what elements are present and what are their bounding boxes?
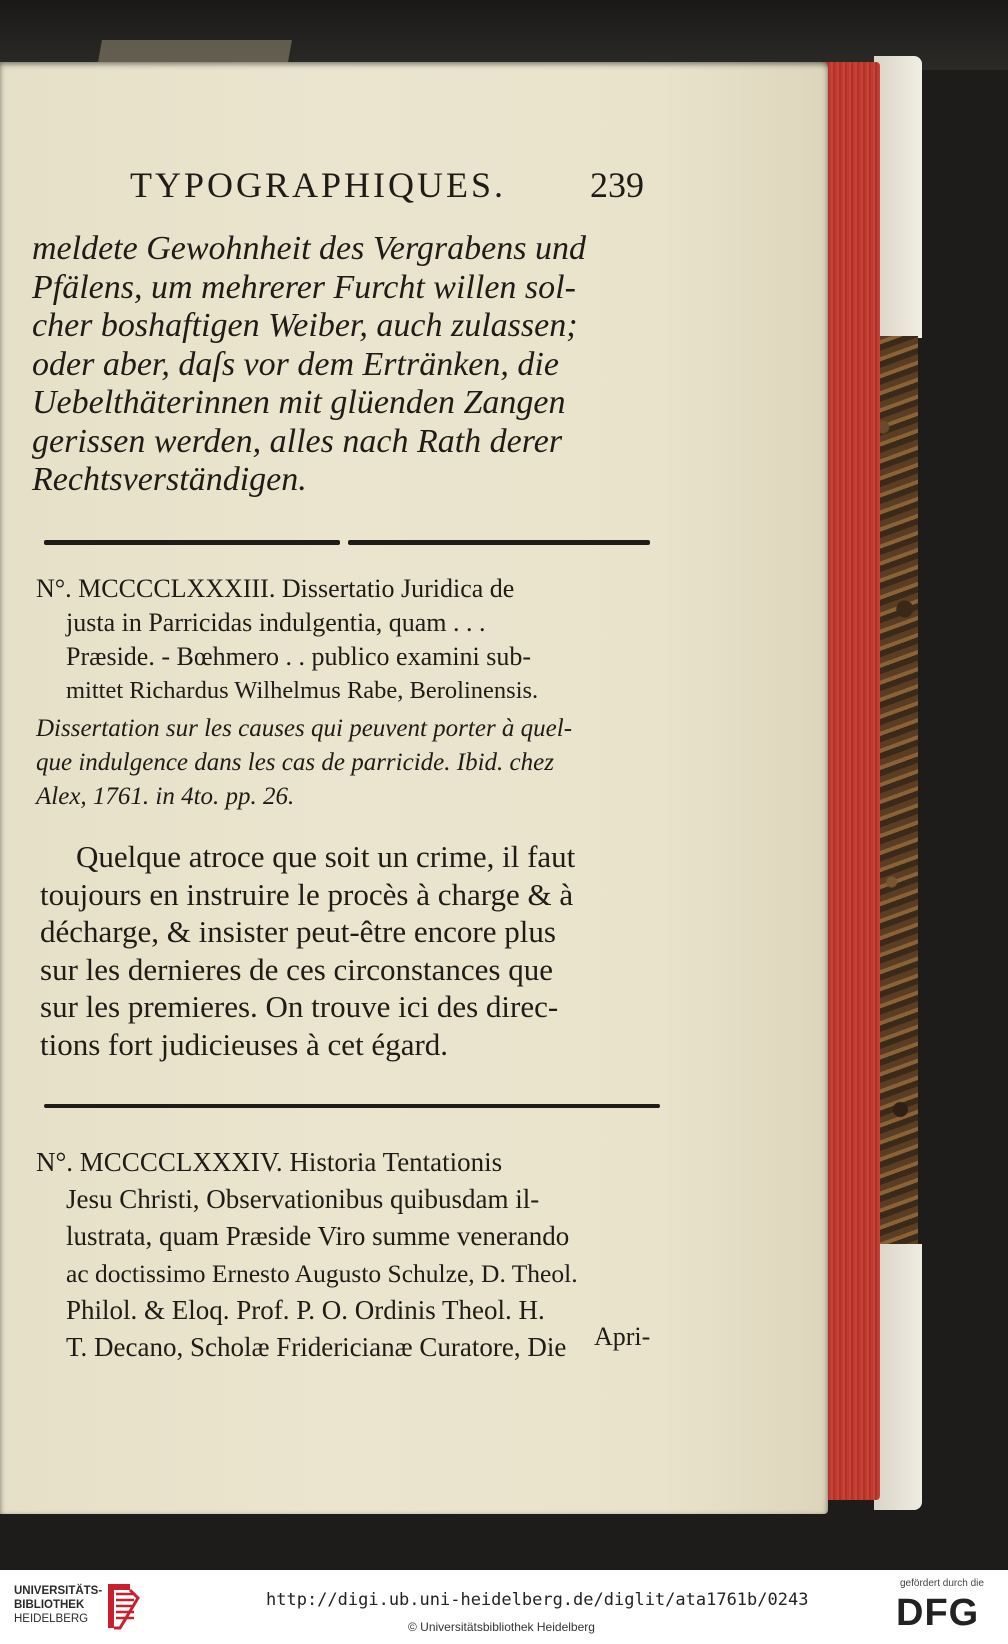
book-cover-lower [874, 1244, 922, 1510]
library-name-line: HEIDELBERG [14, 1613, 89, 1625]
funder-note: gefördert durch die [900, 1578, 984, 1589]
library-name-line: UNIVERSITÄTS- [14, 1585, 103, 1597]
entry-line: Jesu Christi, Observationibus quibusdam il- [66, 1184, 540, 1214]
entry-line: lustrata, quam Præside Viro summe venerando [66, 1221, 570, 1251]
running-head: TYPOGRAPHIQUES. [130, 165, 507, 205]
catalog-entry-1484 [36, 1144, 666, 1366]
german-passage [32, 230, 662, 500]
page-number: 239 [590, 165, 644, 205]
entry-line: Alex, 1761. in 4to. pp. 26. [36, 783, 295, 810]
entry-line: N°. MCCCCLXXXIV. Historia Tentationis [36, 1147, 503, 1177]
text-line: gerissen werden, alles nach Rath derer [32, 422, 563, 460]
catalog-entry-1483 [36, 572, 666, 708]
book-cover-upper [874, 56, 922, 338]
entry-line: N°. MCCCCLXXXIII. Dissertatio Juridica de [36, 574, 515, 603]
permalink-url[interactable]: http://digi.ub.uni-heidelberg.de/diglit/ata1761b/0243 [266, 1590, 809, 1610]
divider-rule-right [348, 540, 650, 545]
red-page-edges [824, 62, 880, 1500]
entry-line: que indulgence dans les cas de parricide. Ibid. chez [36, 749, 554, 776]
paragraph-line: sur les dernieres de ces circonstances que [40, 951, 553, 987]
entry-line: Præside. - Bœhmero . . publico examini sub- [66, 642, 532, 671]
entry-line: Dissertation sur les causes qui peuvent porter à quel- [36, 715, 573, 742]
entry-line: ac doctissimo Ernesto Augusto Schulze, D. Theol. [66, 1259, 578, 1288]
paragraph-line: toujours en instruire le procès à charge & à [40, 876, 574, 912]
entry-line: T. Decano, Scholæ Fridericianæ Curatore, Die [66, 1332, 567, 1362]
library-name [14, 1584, 102, 1626]
copyright-notice: © Universitätsbibliothek Heidelberg [408, 1620, 595, 1634]
library-name-line: BIBLIOTHEK [14, 1599, 85, 1611]
paragraph-line: sur les premieres. On trouve ici des direc- [40, 989, 559, 1024]
text-line: meldete Gewohnheit des Vergrabens und [32, 230, 586, 267]
text-line: Uebelthäterinnen mit glüenden Zangen [32, 384, 566, 421]
text-line: oder aber, daſs vor dem Ertränken, die [32, 345, 559, 383]
divider-rule-left [44, 540, 340, 545]
torn-paper-edge [98, 40, 292, 62]
library-logo-icon [100, 1580, 140, 1632]
paragraph-line: Quelque atroce que soit un crime, il faut [76, 839, 576, 874]
entry-line: justa in Parricidas indulgentia, quam . . . [66, 608, 486, 637]
french-translation [36, 712, 666, 814]
text-line: Rechtsverständigen. [32, 461, 307, 498]
entry-line: mittet Richardus Wilhelmus Rabe, Berolinensis. [66, 677, 539, 704]
divider-rule [44, 1104, 660, 1108]
paragraph-line: décharge, & insister peut-être encore plus [40, 914, 556, 949]
text-line: cher boshaftigen Weiber, auch zulassen; [32, 307, 578, 344]
dfg-logo: DFG [896, 1592, 980, 1634]
commentary-paragraph [40, 838, 666, 1063]
paragraph-line: tions fort judicieuses à cet égard. [40, 1026, 449, 1062]
catchword: Apri- [594, 1322, 651, 1351]
entry-line: Philol. & Eloq. Prof. P. O. Ordinis Theol. H. [66, 1295, 545, 1325]
marbled-cover [874, 336, 918, 1246]
text-line: Pfälens, um mehrerer Furcht willen sol- [32, 268, 576, 306]
footer-bar [0, 1570, 1008, 1644]
